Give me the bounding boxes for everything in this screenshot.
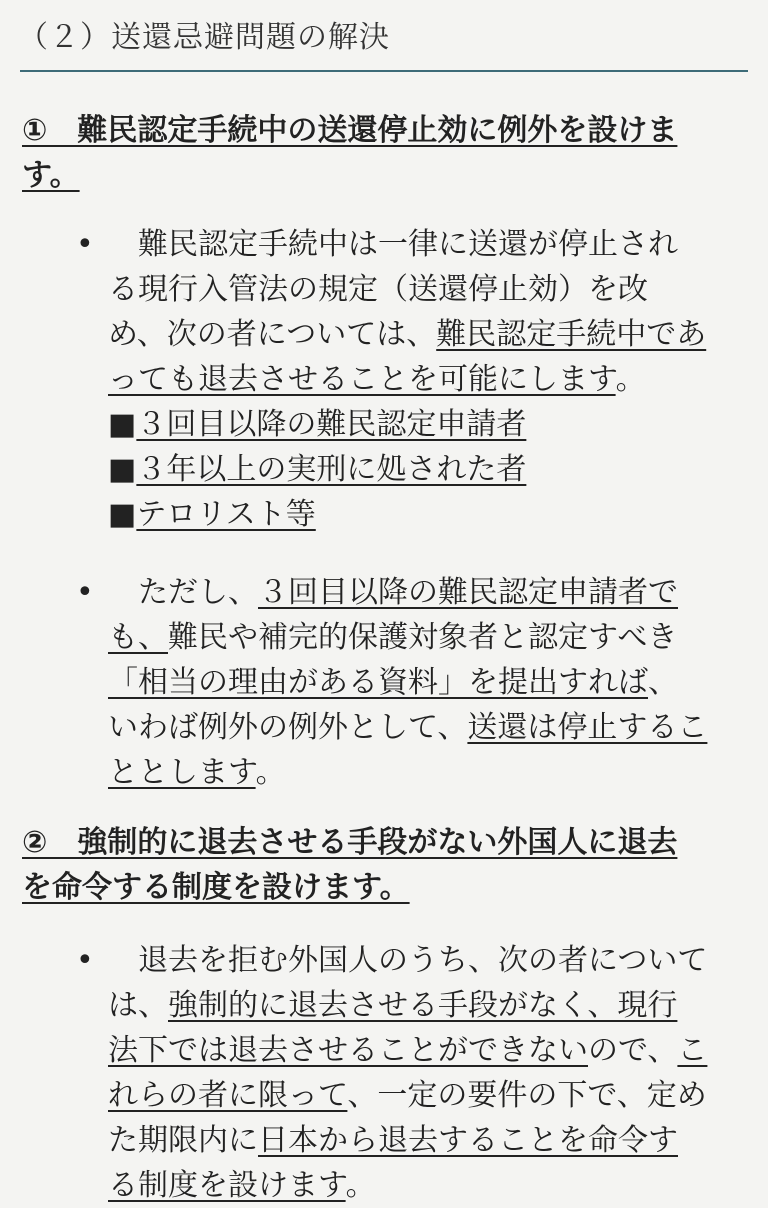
underlined-text: 「相当の理由がある資料」を提出すれば — [108, 665, 648, 700]
list-item — [108, 492, 758, 537]
section-divider — [20, 70, 748, 72]
bullet-icon: • — [76, 943, 94, 978]
text-segment: 。 — [255, 755, 286, 790]
text-segment: は、 — [108, 988, 168, 1023]
underlined-text: る制度を設けます — [108, 1168, 346, 1203]
item2-heading-line1: ② 強制的に退去させる手段がない外国人に退去 — [22, 825, 678, 860]
text-segment: 。 — [345, 1168, 376, 1203]
text-segment: 。 — [615, 362, 646, 397]
underlined-text: っても退去させることを可能にします — [108, 362, 616, 397]
text-segment: いわば例外の例外として、 — [108, 710, 468, 745]
text-segment: め、次の者については、 — [108, 317, 437, 352]
section-title: （２）送還忌避問題の解決 — [18, 20, 390, 55]
text-segment: 、 — [648, 665, 678, 700]
underlined-text: 送還は停止するこ — [467, 710, 708, 745]
list-item — [108, 402, 758, 447]
text-segment: ので、 — [588, 1033, 678, 1068]
item1-heading-line2: す。 — [22, 158, 80, 193]
item1-paragraph2 — [108, 570, 758, 795]
text-line: る現行入管法の規定（送還停止効）を改 — [108, 272, 648, 307]
item2-heading-line2: を命令する制度を設けます。 — [22, 870, 410, 905]
list-item-text: ３回目以降の難民認定申請者 — [136, 407, 527, 442]
text-segment: 、一定の要件の下で、定め — [347, 1078, 707, 1113]
item1-heading-line1: ① 難民認定手続中の送還停止効に例外を設けま — [22, 113, 678, 148]
text-segment: 難民や補完的保護対象者と認定すべき — [168, 620, 678, 655]
bullet-icon: • — [76, 575, 94, 610]
list-item-text: ３年以上の実刑に処された者 — [136, 452, 527, 487]
item1-paragraph1 — [108, 222, 758, 537]
list-item — [108, 447, 758, 492]
underlined-text: こ — [677, 1033, 708, 1068]
underlined-text: 法下では退去させることができない — [108, 1033, 588, 1068]
underlined-text: 難民認定手続中であ — [436, 317, 707, 352]
underlined-text: ととします — [108, 755, 256, 790]
square-bullet-icon: ■ — [108, 452, 137, 487]
underlined-text: ３回目以降の難民認定申請者で — [258, 575, 678, 610]
text-line: 難民認定手続中は一律に送還が停止され — [108, 227, 678, 262]
text-line: 退去を拒む外国人のうち、次の者について — [108, 943, 708, 978]
square-bullet-icon: ■ — [108, 497, 137, 532]
underlined-text: 日本から退去することを命令す — [258, 1123, 678, 1158]
text-segment: た期限内に — [108, 1123, 258, 1158]
item2-paragraph — [108, 938, 758, 1208]
list-item-text: テロリスト等 — [136, 497, 316, 532]
square-bullet-icon: ■ — [108, 407, 137, 442]
item1-heading — [22, 108, 748, 198]
underlined-text: れらの者に限って — [108, 1078, 348, 1113]
item2-heading — [22, 820, 748, 910]
underlined-text: も、 — [108, 620, 168, 655]
underlined-text: 強制的に退去させる手段がなく、現行 — [168, 988, 678, 1023]
text-segment: ただし、 — [108, 575, 258, 610]
bullet-icon: • — [76, 227, 94, 262]
